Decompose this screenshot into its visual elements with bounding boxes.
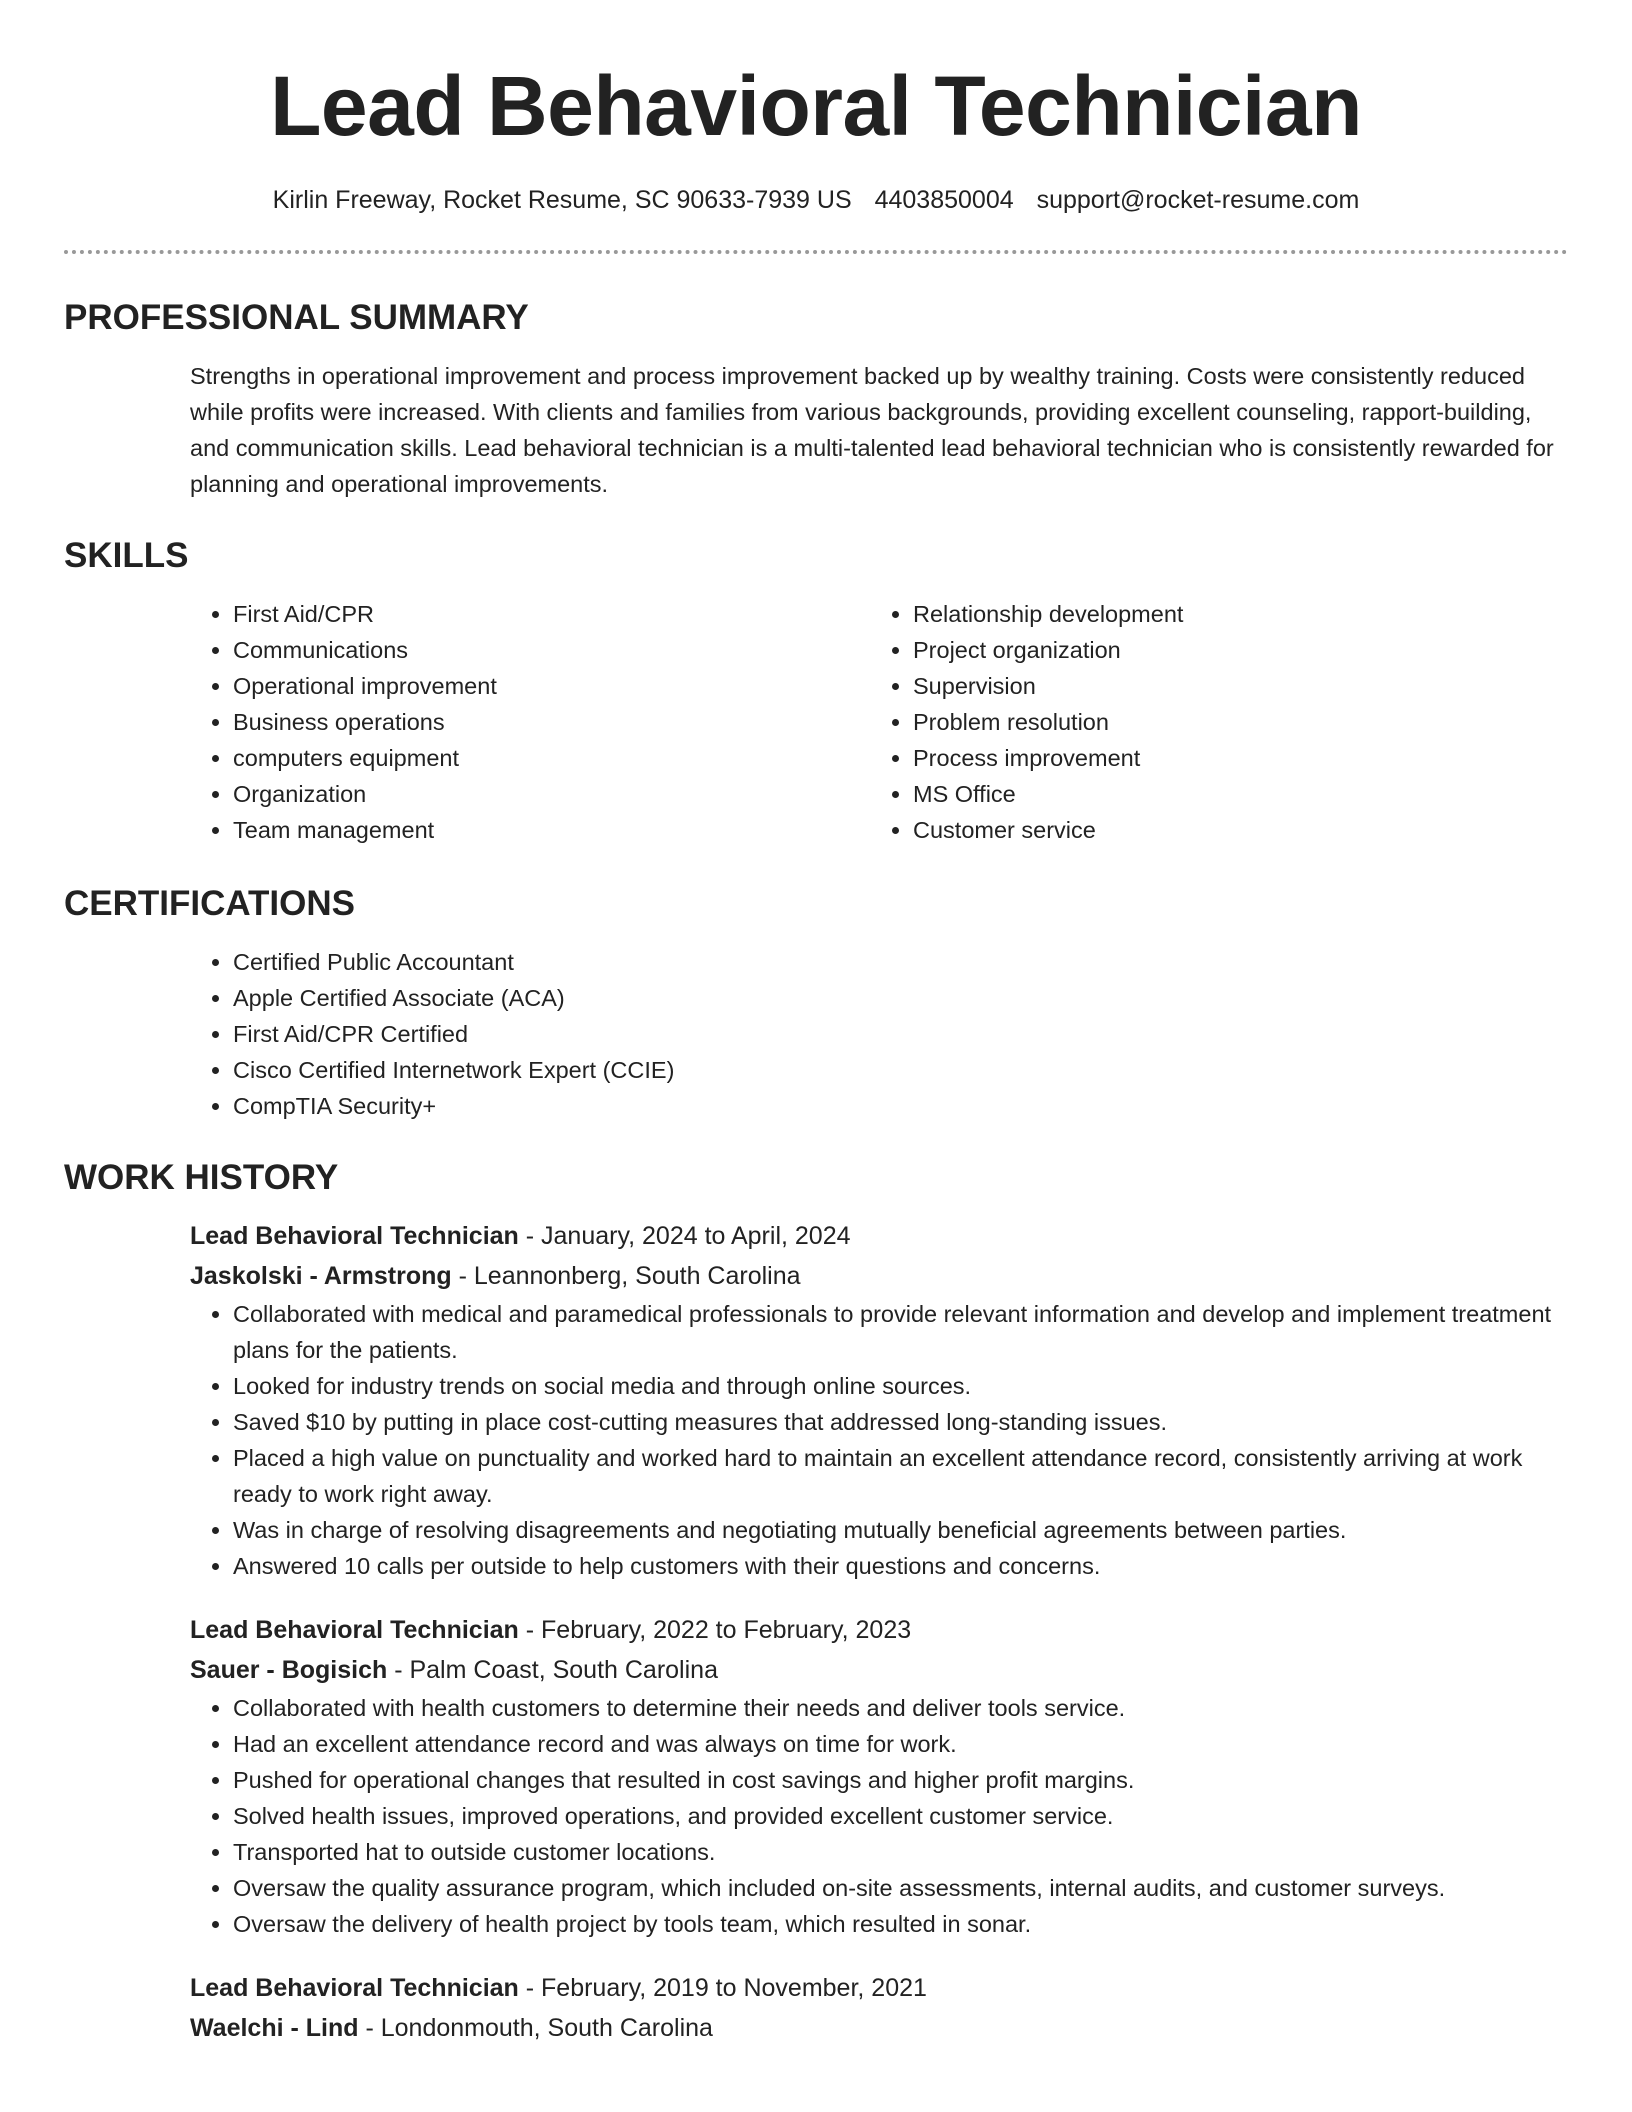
skill-item: • First Aid/CPR (233, 596, 870, 632)
job-bullet: • Was in charge of resolving disagreements and negotiating mutually beneficial agreements between parties. (233, 1512, 1553, 1548)
skill-item: • Process improvement (913, 740, 1550, 776)
summary-section (64, 296, 1568, 502)
job-dates: - January, 2024 to April, 2024 (518, 1222, 851, 1250)
skill-item: • Organization (233, 776, 870, 812)
job-location: - Palm Coast, South Carolina (387, 1656, 718, 1684)
job-title-line (190, 1968, 1568, 2008)
job-bullet: • Oversaw the delivery of health project by tools team, which resulted in sonar. (233, 1906, 1553, 1942)
job-bullet: • Solved health issues, improved operations, and provided excellent customer service. (233, 1798, 1553, 1834)
skills-columns (190, 596, 1568, 848)
job-bullet: • Looked for industry trends on social media and through online sources. (233, 1368, 1553, 1404)
certifications-section (64, 882, 1568, 1124)
skill-item: • Relationship development (913, 596, 1550, 632)
job-location: - Leannonberg, South Carolina (451, 1262, 801, 1290)
skills-list-left (190, 596, 870, 848)
certification-item: • First Aid/CPR Certified (233, 1016, 1568, 1052)
certification-item: • Certified Public Accountant (233, 944, 1568, 980)
job-bullet: • Saved $10 by putting in place cost-cutting measures that addressed long-standing issues. (233, 1404, 1553, 1440)
job-bullet: • Pushed for operational changes that resulted in cost savings and higher profit margins. (233, 1762, 1553, 1798)
job-bullet: • Placed a high value on punctuality and worked hard to maintain an excellent attendance record, consistently arriving at work ready to work right away. (233, 1440, 1553, 1512)
job-dates: - February, 2022 to February, 2023 (518, 1616, 912, 1644)
skills-column-left (190, 596, 870, 848)
skill-item: • Customer service (913, 812, 1550, 848)
skill-item: • Business operations (233, 704, 870, 740)
skills-title: SKILLS (64, 536, 189, 575)
resume-name: Lead Behavioral Technician (270, 59, 1362, 153)
job-company: Sauer - Bogisich (190, 1656, 388, 1684)
job-bullet: • Transported hat to outside customer locations. (233, 1834, 1553, 1870)
work-history-title: WORK HISTORY (64, 1158, 339, 1197)
job-entry (190, 1216, 1568, 1584)
skill-item: • Team management (233, 812, 870, 848)
job-entry (190, 1610, 1568, 1942)
skills-list-right (870, 596, 1550, 848)
job-company-line (190, 2008, 1568, 2048)
contact-address: Kirlin Freeway, Rocket Resume, SC 90633-7939 US (272, 186, 852, 214)
job-title: Lead Behavioral Technician (190, 1616, 519, 1644)
job-bullets (190, 1296, 1568, 1584)
job-title: Lead Behavioral Technician (190, 1222, 519, 1250)
job-company-line (190, 1650, 1568, 1690)
skill-item: • Operational improvement (233, 668, 870, 704)
work-history-section (64, 1156, 1568, 2048)
header-divider (64, 250, 1568, 254)
skill-item: • MS Office (913, 776, 1550, 812)
skill-item: • computers equipment (233, 740, 870, 776)
job-bullet: • Had an excellent attendance record and was always on time for work. (233, 1726, 1553, 1762)
contact-line (64, 182, 1568, 218)
job-company: Waelchi - Lind (190, 2014, 359, 2042)
skill-item: • Problem resolution (913, 704, 1550, 740)
contact-phone: 4403850004 (874, 186, 1014, 214)
certification-item: • Apple Certified Associate (ACA) (233, 980, 1568, 1016)
summary-text: Strengths in operational improvement and process improvement backed up by wealthy training. Costs were consistently reduced while profits were increased. With clients and families from various backgrounds, providing excellent counseling, rapport-building, and communication skills. Lead behavioral technician is a multi-talented lead behavioral technician who is consistently rewarded for planning and operational improvements. (190, 363, 1554, 497)
job-title: Lead Behavioral Technician (190, 1974, 519, 2002)
job-bullet: • Collaborated with medical and paramedical professionals to provide relevant information and develop and implement treatment plans for the patients. (233, 1296, 1553, 1368)
skills-column-right (870, 596, 1550, 848)
job-bullets (190, 1690, 1568, 1942)
job-dates: - February, 2019 to November, 2021 (518, 1974, 927, 2002)
certifications-list (190, 944, 1568, 1124)
resume-page (64, 0, 1568, 2042)
contact-email: support@rocket-resume.com (1036, 186, 1360, 214)
job-bullet: • Answered 10 calls per outside to help customers with their questions and concerns. (233, 1548, 1553, 1584)
summary-title: PROFESSIONAL SUMMARY (64, 298, 529, 337)
job-location: - Londonmouth, South Carolina (358, 2014, 713, 2042)
certifications-title: CERTIFICATIONS (64, 884, 356, 923)
job-entry (190, 1968, 1568, 2048)
certifications-body (190, 944, 1568, 1124)
skill-item: • Supervision (913, 668, 1550, 704)
skill-item: • Project organization (913, 632, 1550, 668)
certification-item: • Cisco Certified Internetwork Expert (CCIE) (233, 1052, 1568, 1088)
job-title-line (190, 1610, 1568, 1650)
job-company: Jaskolski - Armstrong (190, 1262, 452, 1290)
job-title-line (190, 1216, 1568, 1256)
job-bullet: • Oversaw the quality assurance program, which included on-site assessments, internal audits, and customer surveys. (233, 1870, 1553, 1906)
job-company-line (190, 1256, 1568, 1296)
certification-item: • CompTIA Security+ (233, 1088, 1568, 1124)
skills-section (64, 534, 1568, 848)
skill-item: • Communications (233, 632, 870, 668)
job-bullet: • Collaborated with health customers to determine their needs and deliver tools service. (233, 1690, 1553, 1726)
